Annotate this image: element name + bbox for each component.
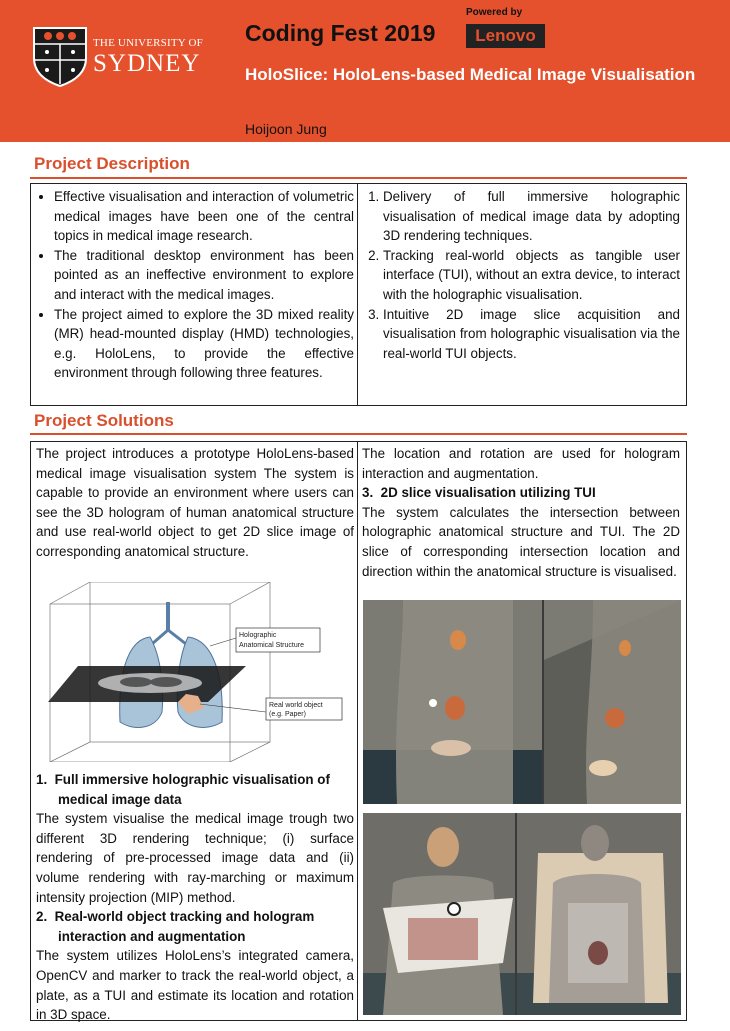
solution-item-1: [36, 770, 354, 1025]
hologram-photo-top: [363, 600, 681, 804]
event-title: Coding Fest 2019: [245, 20, 436, 46]
solution-item-3-title: 3. 2D slice visualisation utilizing TUI: [362, 485, 596, 501]
holographic-label-line1: Holographic: [239, 632, 277, 639]
description-rule: [30, 177, 687, 179]
solution-item-3-body: The system calculates the intersection between holographic anatomical structure and TUI. The 2D slice of corresponding intersection location and direction within the anatomical structure is visualised.: [362, 504, 680, 579]
description-divider: [357, 183, 358, 405]
holographic-callout: [210, 628, 320, 652]
lungs-icon: [120, 602, 223, 727]
solution-item-1-title: 1. Full immersive holographic visualisation of medical image data: [36, 772, 330, 807]
solution-item-2-title: 2. Real-world object tracking and hologram interaction and augmentation: [36, 909, 315, 944]
solutions-divider: [357, 441, 358, 1020]
solutions-right-text: [362, 444, 680, 581]
hologram-photo-bottom: [363, 813, 681, 1015]
description-heading: Project Description: [34, 154, 190, 173]
university-the: THE UNIVERSITY OF: [93, 37, 203, 49]
header-banner: [0, 0, 730, 142]
description-bullet: • Effective visualisation and interaction of volumetric medical images have been one of the central topics in medical image research.: [54, 187, 354, 246]
university-crest-icon: [30, 24, 90, 88]
university-name: SYDNEY: [93, 50, 201, 77]
feature-item: 1. Delivery of full immersive holographic visualisation of medical image data by adopting 3D rendering techniques.: [383, 187, 680, 246]
description-bullet: • The project aimed to explore the 3D mixed reality (MR) head-mounted display (HMD) technologies, e.g. HoloLens, to provide the effective environment through following three features.: [54, 305, 354, 383]
solution-item-2-continuation: The location and rotation are used for hologram interaction and augmentation.: [362, 446, 680, 481]
feature-item: 2. Tracking real-world objects as tangible user interface (TUI), without an extra device, to interact with the holographic visualisation.: [383, 246, 680, 305]
solutions-rule: [30, 433, 687, 435]
solution-item-1-body: The system visualise the medical image trough two different 3D rendering technique; (i) surface rendering of pre-processed image data and (ii) volume rendering with ray-marching or maximum intensity projection (MIP) method.: [36, 811, 354, 905]
solution-item-2-body: The system utilizes HoloLens’s integrated camera, OpenCV and marker to track the real-world object, a plate, as a TUI and estimate its location and rotation in 3D space.: [36, 948, 354, 1023]
description-bullet: • The traditional desktop environment has been pointed as an ineffective environment to explore and interact with the medical images.: [54, 246, 354, 305]
realworld-label-line1: Real world object: [269, 702, 323, 709]
holographic-label-line2: Anatomical Structure: [239, 642, 304, 649]
hologram-diagram: [40, 582, 356, 762]
powered-by-label: Powered by: [466, 7, 523, 18]
sponsor-logo: Lenovo: [466, 24, 545, 48]
solutions-intro: The project introduces a prototype HoloLens-based medical image visualisation system The system is capable to provide an environment where users can see the 3D hologram of human anatomical structure and use real-world object to get 2D slice image of corresponding anatomical structure.: [36, 446, 354, 559]
feature-item: 3. Intuitive 2D image slice acquisition and visualisation from holographic visualisation via the real-world TUI objects.: [383, 305, 680, 364]
author-name: Hoijoon Jung: [245, 121, 327, 137]
realworld-label-line2: (e.g. Paper): [269, 711, 306, 718]
description-bullets: [34, 187, 354, 383]
university-logo: [30, 24, 205, 88]
feature-list: [361, 187, 680, 363]
solutions-heading: Project Solutions: [34, 411, 174, 430]
project-title: HoloSlice: HoloLens-based Medical Image Visualisation: [245, 65, 696, 84]
